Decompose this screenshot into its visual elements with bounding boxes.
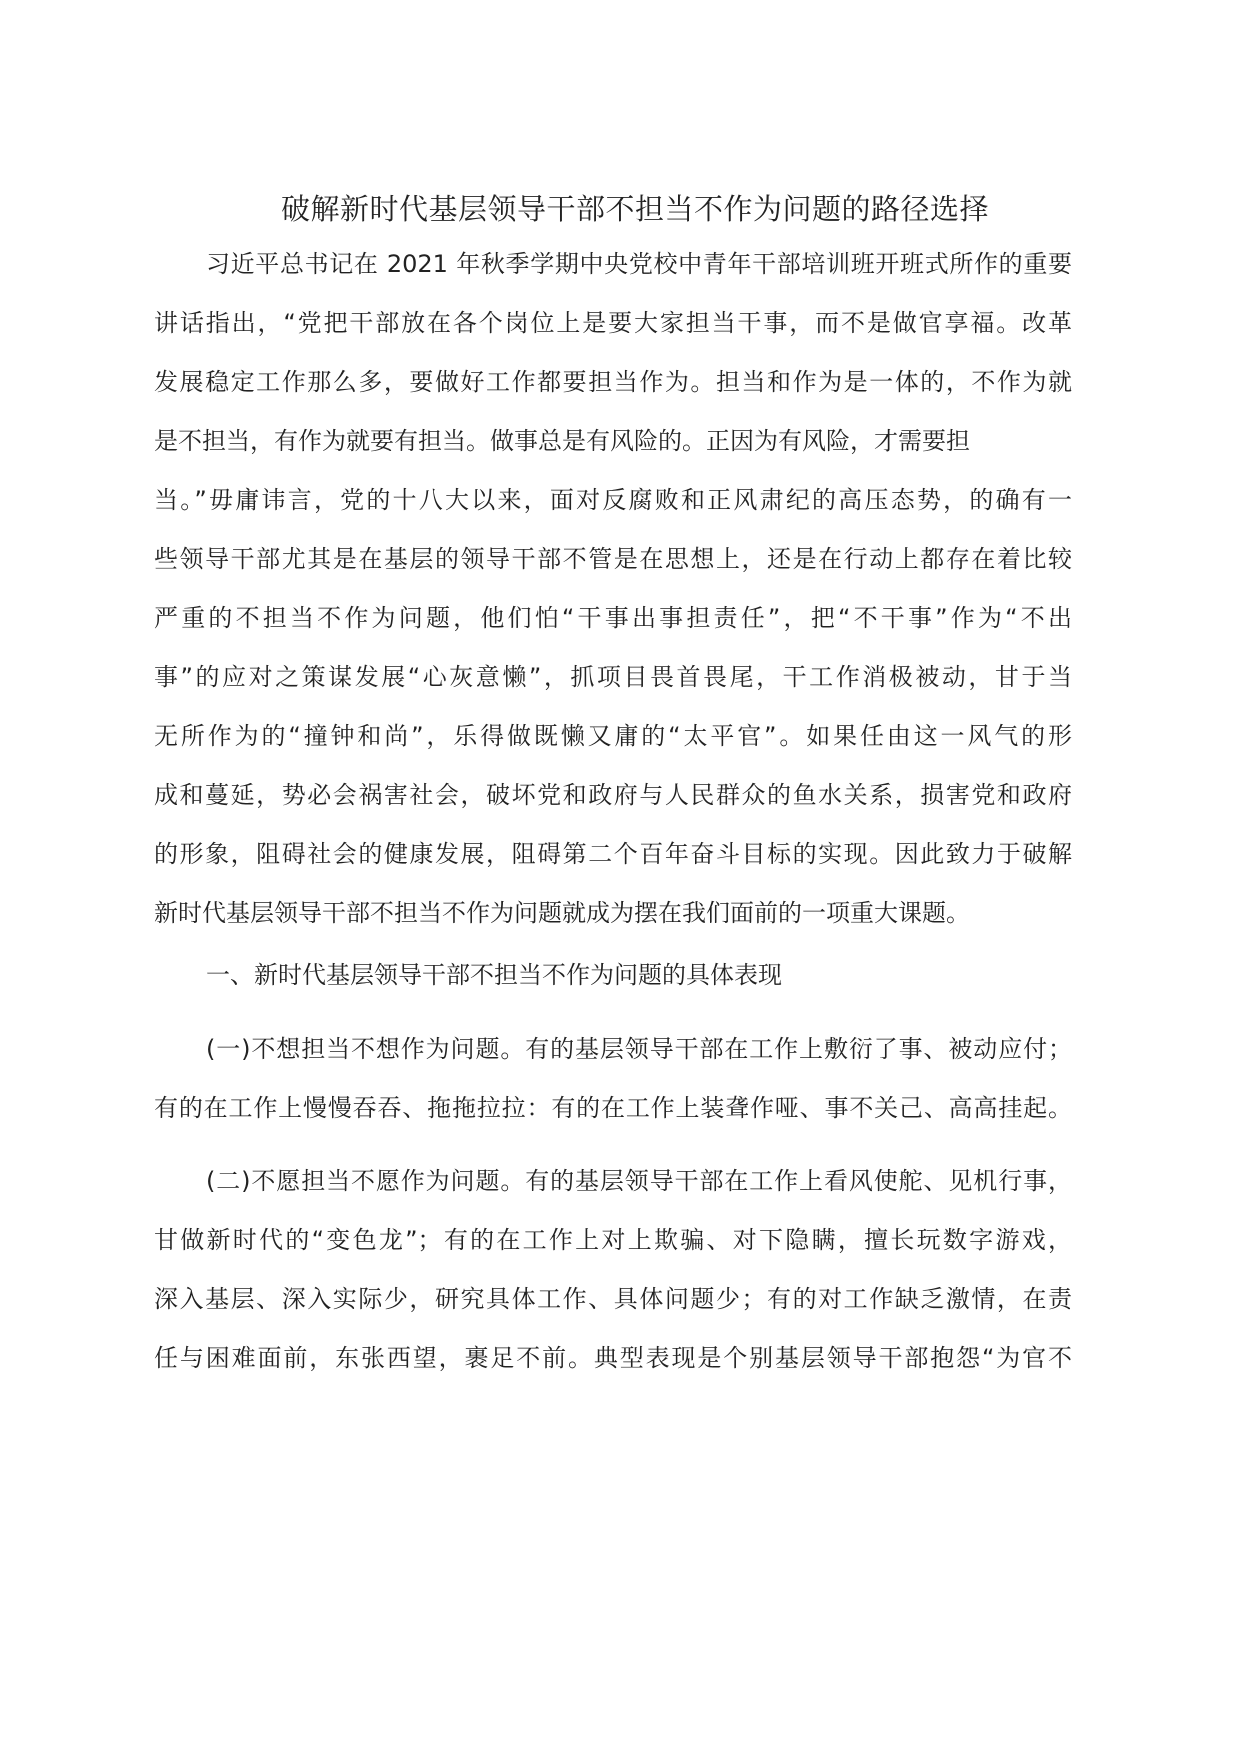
sub2-line-1: (二)不愿担当不愿作为问题。有的基层领导干部在工作上看风使舵、见机行事， <box>206 1167 1072 1195</box>
intro-line-9: 无所作为的“撞钟和尚”，乐得做既懒又庸的“太平官”。如果任由这一风气的形 <box>154 722 1072 750</box>
intro-line-5: 当。”毋庸讳言，党的十八大以来，面对反腐败和正风肃纪的高压态势，的确有一 <box>154 486 1072 514</box>
sub1-line-2: 有的在工作上慢慢吞吞、拖拖拉拉：有的在工作上装聋作哑、事不关己、高高挂起。 <box>154 1094 1072 1122</box>
sub2-line-2: 甘做新时代的“变色龙”；有的在工作上对上欺骗、对下隐瞒，擅长玩数字游戏， <box>154 1226 1072 1254</box>
intro-line-12: 新时代基层领导干部不担当不作为问题就成为摆在我们面前的一项重大课题。 <box>154 899 970 927</box>
intro-line-4: 是不担当，有作为就要有担当。做事总是有风险的。正因为有风险，才需要担 <box>154 427 970 455</box>
sub2-line-3: 深入基层、深入实际少，研究具体工作、具体问题少；有的对工作缺乏激情，在责 <box>154 1285 1072 1313</box>
document-title: 破解新时代基层领导干部不担当不作为问题的路径选择 <box>280 192 989 226</box>
intro-line-10: 成和蔓延，势必会祸害社会，破坏党和政府与人民群众的鱼水关系，损害党和政府 <box>154 781 1072 809</box>
intro-line-11: 的形象，阻碍社会的健康发展，阻碍第二个百年奋斗目标的实现。因此致力于破解 <box>154 840 1072 868</box>
intro-line-6: 些领导干部尤其是在基层的领导干部不管是在思想上，还是在行动上都存在着比较 <box>154 545 1072 573</box>
intro-line-2: 讲话指出，“党把干部放在各个岗位上是要大家担当干事，而不是做官享福。改革 <box>154 309 1072 337</box>
intro-line-7: 严重的不担当不作为问题，他们怕“干事出事担责任”，把“不干事”作为“不出 <box>154 604 1072 632</box>
intro-line-8: 事”的应对之策谋发展“心灰意懒”，抓项目畏首畏尾，干工作消极被动，甘于当 <box>154 663 1072 691</box>
intro-line-1: 习近平总书记在 2021 年秋季学期中央党校中青年干部培训班开班式所作的重要 <box>206 250 1072 278</box>
intro-line-3: 发展稳定工作那么多，要做好工作都要担当作为。担当和作为是一体的，不作为就 <box>154 368 1072 396</box>
sub1-line-1: (一)不想担当不想作为问题。有的基层领导干部在工作上敷衍了事、被动应付； <box>206 1035 1072 1063</box>
section-heading: 一、新时代基层领导干部不担当不作为问题的具体表现 <box>206 961 782 989</box>
sub2-line-4: 任与困难面前，东张西望，裹足不前。典型表现是个别基层领导干部抱怨“为官不 <box>154 1344 1072 1372</box>
